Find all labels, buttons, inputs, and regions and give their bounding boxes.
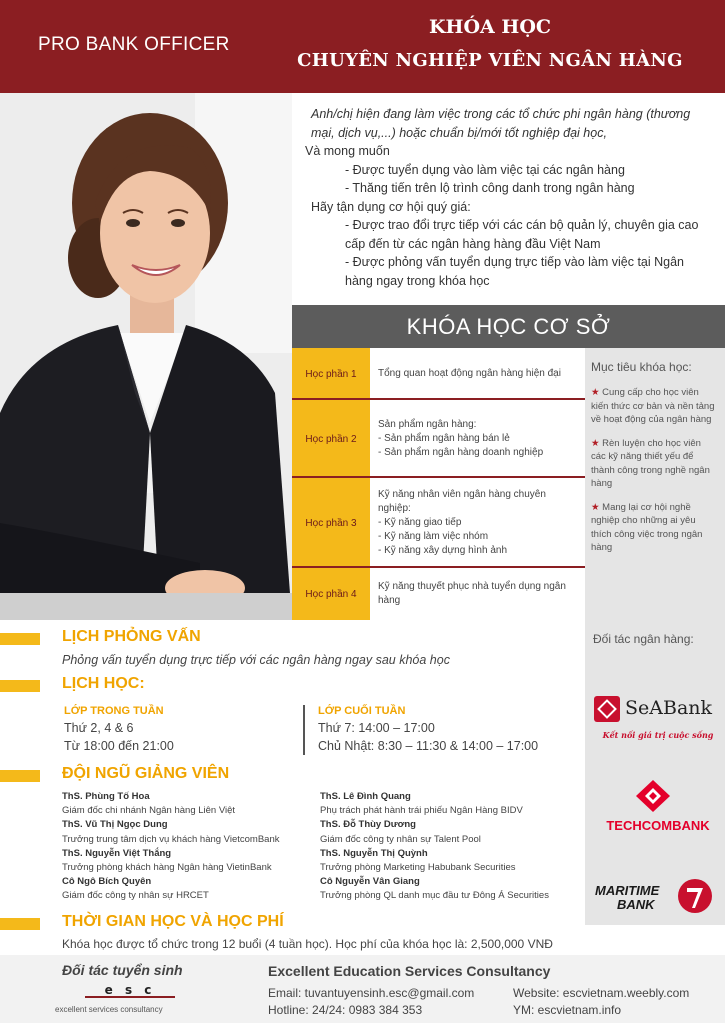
module-line: - Kỹ năng giao tiếp (378, 517, 462, 528)
divider (303, 705, 305, 755)
woman-illustration (0, 93, 292, 620)
fees-title: THỜI GIAN HỌC VÀ HỌC PHÍ (62, 913, 284, 930)
weekend-sunday: Chủ Nhật: 8:30 – 11:30 & 14:00 – 17:00 (318, 739, 539, 753)
goal-item: ★ Rèn luyện cho học viên các kỹ năng thiết yếu để thành công trong nghề ngân hàng (591, 437, 710, 489)
opportunity-item: - Được trao đổi trực tiếp với các cán bộ quản lý, chuyên gia cao cấp đến từ các ngân hàng hàng đầu Việt Nam (345, 218, 699, 251)
title-line-1: KHÓA HỌC (429, 16, 551, 38)
interview-text: Phỏng vấn tuyển dụng trực tiếp với các ngân hàng ngay sau khóa học (62, 653, 450, 667)
module-content (378, 400, 577, 478)
module-line: Kỹ năng nhân viên ngân hàng chuyên nghiệp: (378, 489, 546, 514)
star-icon: ★ (591, 501, 603, 513)
module-label: Học phần 3 (292, 478, 370, 568)
lecturer-role: Trưởng phòng khách hàng Ngân hàng VietinBank (62, 862, 272, 874)
module-line: - Kỹ năng xây dựng hình ảnh (378, 545, 508, 556)
course-goals (585, 348, 725, 620)
lecturer-role: Trưởng phòng QL danh mục đầu tư Đông Á Securities (320, 890, 549, 902)
esc-tagline: excellent services consultancy (55, 1005, 163, 1014)
lecturer-role: Trưởng phòng Marketing Habubank Securities (320, 862, 516, 874)
esc-logo: e s c (85, 984, 175, 998)
module-line: Kỹ năng thuyết phục nhà tuyển dụng ngân hàng (378, 581, 566, 606)
interview-title: LỊCH PHỎNG VẤN (62, 628, 201, 645)
company-name: Excellent Education Services Consultancy (268, 963, 551, 979)
module-line: Tổng quan hoạt động ngân hàng hiện đại (378, 368, 561, 379)
goal-item: ★ Cung cấp cho học viên kiến thức cơ bản và nền tảng về hoạt động của ngân hàng (591, 387, 715, 425)
module-content (378, 478, 577, 568)
faculty-left (62, 790, 302, 904)
footer (0, 955, 725, 1023)
faculty-right (320, 790, 582, 904)
modules-table (292, 348, 585, 620)
lecturer-role: Phụ trách phát hành trái phiếu Ngân Hàng BIDV (320, 805, 523, 817)
schedule-title: LỊCH HỌC: (62, 675, 145, 692)
module-content (378, 348, 577, 400)
woman-photo (0, 93, 292, 620)
weekday-title: LỚP TRONG TUẦN (64, 705, 164, 717)
partners-title: Đối tác ngân hàng: (593, 632, 694, 646)
intro-section (305, 105, 710, 290)
wish-label: Và mong muốn (305, 144, 390, 158)
header-banner (0, 0, 725, 93)
lecturer-role: Giám đốc chi nhánh Ngân hàng Liên Việt (62, 805, 236, 817)
module-line: - Sản phẩm ngân hàng bán lẻ (378, 433, 510, 444)
star-icon: ★ (591, 437, 603, 449)
brand-label: PRO BANK OFFICER (38, 34, 230, 55)
techcombank-logo-icon (630, 778, 676, 814)
intro-lead: Anh/chị hiện đang làm việc trong các tổ chức phi ngân hàng (thương mại, dịch vụ,...) hoặc chuẩn bị/mới tốt nghiệp đại học, (311, 107, 691, 140)
lecturer-name: ThS. Đỗ Thùy Dương (320, 819, 416, 831)
lecturer-name: Cô Nguyễn Vân Giang (320, 876, 420, 888)
weekend-title: LỚP CUỐI TUẦN (318, 705, 406, 717)
goal-item: ★ Mang lại cơ hội nghề nghiệp cho những ai yêu thích công việc trong ngân hàng (591, 501, 703, 553)
lecturer-name: ThS. Phùng Tố Hoa (62, 791, 150, 802)
module-line: - Sản phẩm ngân hàng doanh nghiệp (378, 447, 544, 458)
goals-title: Mục tiêu khóa học: (591, 360, 692, 374)
weekday-days: Thứ 2, 4 & 6 (64, 721, 134, 735)
wish-item: - Được tuyển dụng vào làm việc tại các ngân hàng (345, 162, 625, 177)
email-link[interactable]: Email: tuvantuyensinh.esc@gmail.com (268, 986, 475, 1000)
module-row (292, 478, 585, 568)
wish-item: - Thăng tiến trên lộ trình công danh trong ngân hàng (345, 181, 635, 195)
lecturer-name: ThS. Vũ Thị Ngọc Dung (62, 819, 168, 831)
opportunity-label: Hãy tận dụng cơ hội quý giá: (311, 199, 471, 214)
star-icon: ★ (591, 387, 603, 398)
module-row (292, 400, 585, 478)
lecturer-name: ThS. Lê Đình Quang (320, 791, 411, 802)
weekend-saturday: Thứ 7: 14:00 – 17:00 (318, 721, 435, 735)
module-line: Sản phẩm ngân hàng: (378, 419, 477, 430)
module-row (292, 568, 585, 620)
bank-partners (585, 620, 725, 925)
course-title-bar: KHÓA HỌC CƠ SỞ (292, 305, 725, 348)
lecturer-role: Trưởng trung tâm dịch vụ khách hàng VietcomBank (62, 833, 280, 845)
lecturer-name: ThS. Nguyễn Thị Quỳnh (320, 847, 428, 859)
lecturer-name: Cô Ngô Bích Quyên (62, 876, 152, 888)
lecturer-role: Giám đốc công ty nhân sự Talent Pool (320, 833, 481, 845)
opportunity-item: - Được phỏng vấn tuyển dụng trực tiếp vào làm việc tại Ngân hàng ngay trong khóa học (345, 255, 684, 288)
module-label: Học phần 1 (292, 348, 370, 400)
lecturer-role: Giám đốc công ty nhân sự HRCET (62, 890, 209, 902)
section-marker (0, 680, 40, 692)
module-line: - Kỹ năng làm việc nhóm (378, 531, 489, 542)
website-link[interactable]: Website: escvietnam.weebly.com (513, 986, 690, 1000)
seabank-slogan: Kết nối giá trị cuộc sống (602, 730, 714, 740)
ym-contact: YM: escvietnam.info (513, 1003, 622, 1017)
maritime-logo-icon (677, 878, 713, 914)
section-marker (0, 633, 40, 645)
module-row (292, 348, 585, 400)
section-marker (0, 918, 40, 930)
title-line-2: CHUYÊN NGHIỆP VIÊN NGÂN HÀNG (297, 50, 683, 71)
recruit-label: Đối tác tuyển sinh (62, 962, 183, 978)
hotline: Hotline: 24/24: 0983 384 353 (268, 1003, 423, 1017)
weekday-hours: Từ 18:00 đến 21:00 (64, 739, 174, 753)
maritime-name: MARITIME BANK (595, 883, 660, 912)
lecturer-name: ThS. Nguyễn Việt Thắng (62, 847, 172, 859)
faculty-title: ĐỘI NGŨ GIẢNG VIÊN (62, 765, 230, 782)
techcombank-name: TECHCOMBANK (606, 818, 710, 833)
section-marker (0, 770, 40, 782)
module-label: Học phần 2 (292, 400, 370, 478)
fees-text: Khóa học được tổ chức trong 12 buổi (4 tuần học). Học phí của khóa học là: 2,500,000 VNĐ (62, 937, 553, 951)
seabank-logo-icon (593, 695, 621, 723)
module-label: Học phần 4 (292, 568, 370, 620)
seabank-name: SeABank (625, 697, 713, 719)
module-content (378, 568, 577, 620)
